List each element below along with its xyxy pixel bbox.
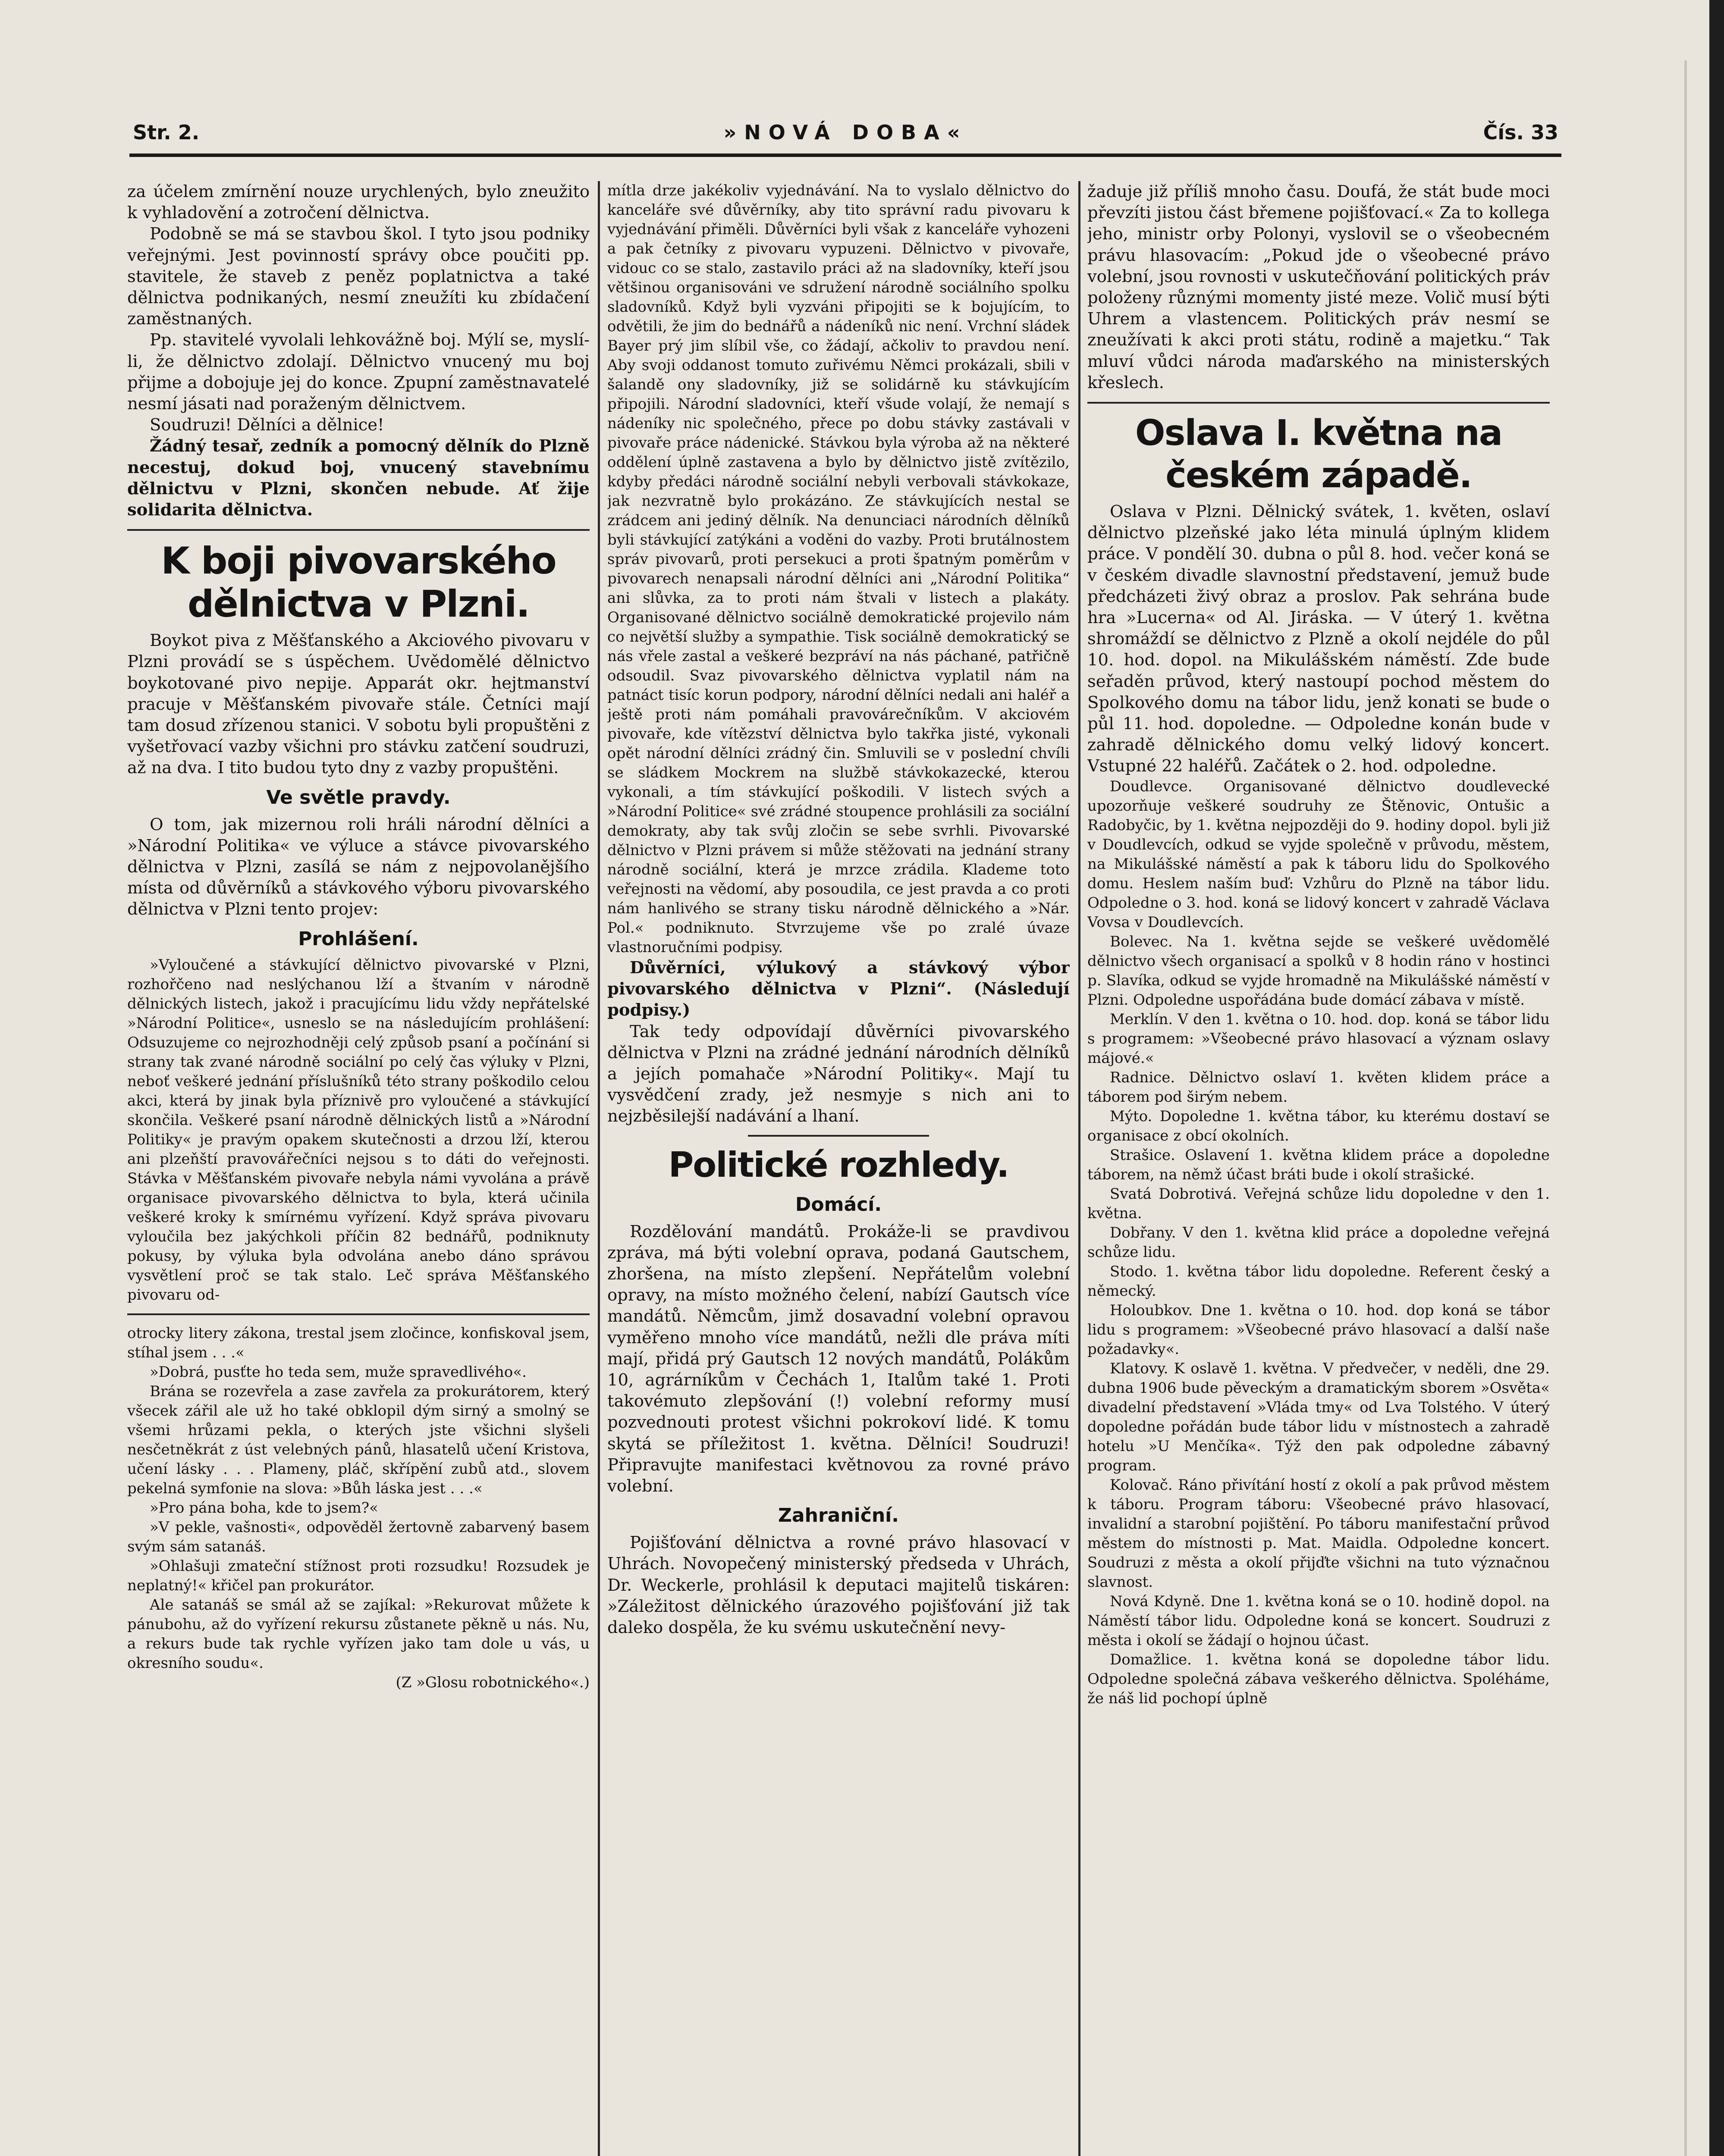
paragraph: Rozdělování mandátů. Prokáže-li se pravdivou zpráva, má býti volební oprava, podaná Gautschem, zhoršena, na místo zlepšení. Nepřátelům volební opravy, na místo možného čelení, nabízí Gautsch více mandátů. Němcům, jimž dosavadní volební opravou vyměřeno mnoho více mandátů, nežli dle práva míti mají, přidá prý Gautsch 12 nových mandátů, Polákům 10, agrárníkům v Čechách 1, Italům také 1. Proti takovémuto zlepšování (!) volební reformy musí pozvednouti protest všichni pokrokoví lidé. K tomu skytá se příležitost 1. května. Dělníci! Soudruzi! Připravujte manifestaci květnovou za rovné právo volební. <box>607 1222 1070 1496</box>
section-divider <box>127 1313 590 1315</box>
paragraph: Klatovy. K oslavě 1. května. V předvečer, v neděli, dne 29. dubna 1906 bude pěveckým a dramatickým sborem »Osvěta« divadelní představení »Vláda tmy« od Lva Tolstého. V úterý dopoledne pořádán bude tábor lidu v místnostech a zahradě hotelu »U Menčíka«. Týž den pak odpoledne zábavný program. <box>1087 1360 1550 1474</box>
paragraph: mítla drze jakékoliv vyjednávání. Na to vyslalo dělnictvo do kanceláře své důvěrníky, aby tito správní radu pivovaru k vyjednávání přiměli. Důvěrníci byli však z kanceláře vyhozeni a pak četníky z pivovaru vypuzeni. Dělnictvo v pivovaře, vidouc co se stalo, zastavilo práci až na sladovníky, kteří jsou většinou organisováni ve sdružení národně sociálního spolku sladovníků. Když byli vyzváni připojiti se k bojujícím, to odvětili, že jim do bednářů a nádeníků nic není. Vrchní sládek Bayer prý jim slíbil vše, co žádají, ačkoliv to pravdou není. Aby svoji oddanost tomuto zuřivému Němci prokázali, sbili v šalandě ony sladovníky, již se solidárně ku stávkujícím připojili. Národní sladovníci, kteří všude volají, že nemají s nádeníky nic společného, přece po dobu stávky zastávali v pivovaře práce nádenické. Stávkou byla výroba až na některé oddělení úplně zastavena a bylo by dělnictvo jistě zvítězilo, kdyby předáci národně sociální nebyli verbovali stávkokaze, jak nezvratně bylo prokázáno. Ze stávkujících nestal se zrádcem ani jediný dělník. Na denunciaci národních dělníků byli stávkující zatýkáni a voděni do vazby. Proti brutálnostem správ pivovarů, proti persekuci a proti špatným poměrům v pivovarech nenapsali národní dělníci ani „Národní Politika“ ani slůvka, za to proti nám štvali v listech a plakáty. Organisované dělnictvo sociálně demokratické projevilo nám co největší služby a sympathie. Tisk sociálně demokratický se nás vřele zastal a veškeré bezpráví na nás páchané, patřičně odsoudil. Svaz pivovarského dělnictva vyplatil nám na patnáct tisíc korun podpory, národní dělníci nedali ani haléř a ještě proti nám pomáhali pravovárečníkům. V akciovém pivovaře, kde vítězství dělnictva bylo takřka jisté, vykonali opět národní dělníci zrádný čin. Smluvili se v poslední chvíli se sládkem Mockrem na službě stávkokazecké, kterou vykonali, a tím stávkující poškodili. V listech svých a »Národní Politice« své zrádné stoupence prohlásili za sociální demokraty, aby tak svůj zločin se sebe svrhli. Pivovarské dělnictvo v Plzni právem si může stěžovati na jednání strany národně sociální, která je mrzce zrádila. Klademe toto veřejnosti na vědomí, aby posoudila, ce jest pravda a co proti nám hanlivého se strany tisku národně dělnického a »Nár. Pol.« podniknuto. Stvrzujeme vše po zralé úvaze vlastnoručními podpisy. <box>607 182 1070 956</box>
paragraph: žaduje již příliš mnoho času. Doufá, že stát bude moci převzíti jistou část břemene pojišťovací.« Za to kollega jeho, ministr orby Polonyi, vyslovil se o všeobecném právu hlasovacím: „Pokud jde o všeobecné právo volební, jsou rovnosti v uskutečňování politických práv položeny různými momenty jisté meze. Volič musí býti Uhrem a vlastencem. Politických práv nesmí se zneužívati k akci proti státu, rodině a majetku.“ Tak mluví vůdci národa maďarského na ministerských křeslech. <box>1087 182 1550 392</box>
paragraph: Holoubkov. Dne 1. května o 10. hod. dop koná se tábor lidu s programem: »Všeobecné právo hlasovací a další naše požadavky«. <box>1087 1301 1550 1358</box>
paragraph: Bolevec. Na 1. května sejde se veškeré uvědomělé dělnictvo všech organisací a spolků v 8 hodin ráno v hostinci p. Slavíka, odkud se vyjde hromadně na Mikulášské náměstí v Plzni. Odpoledne uspořádána bude domácí zábava v místě. <box>1087 933 1550 1009</box>
paragraph: Podobně se má se stavbou škol. I tyto jsou podniky veřejnými. Jest povinností správy obce poučiti pp. stavitele, že staveb z peněz poplatnictva a také dělnictva podnikaných, nesmí zneužíti ku zbídačení zaměstnaných. <box>127 224 590 329</box>
paragraph-bold: Žádný tesař, zedník a pomocný dělník do Plzně necestuj, dokud boj, vnucený stavebnímu dělnictvu v Plzni, skončen nebude. Ať žije solidarita dělnictva. <box>127 436 590 520</box>
column-1 <box>127 181 590 2156</box>
paragraph: »Vyloučené a stávkující dělnictvo pivovarské v Plzni, rozhořčeno nad neslýchanou lží a štvaním v národně dělnických listech, jakož i pracujícímu lidu vždy nepřátelské »Národní Politice«, usneslo se na následujícím prohlášení: Odsuzujeme co nejrozhodněji celý způsob psaní a počínání si strany tak zvané národně sociální po celý čas výluky v Plzni, neboť veškeré jednání příslušníků této strany poškodilo celou akci, která by jinak byla příznivě pro vyloučené a stávkující skončila. Veškeré psaní národně dělnických listů a »Národní Politiky« je pravým opakem skutečnosti a drzou lží, kterou ani plzeňští pravovářečníci nejsou s to dáti do veřejnosti. Stávka v Měšťanském pivovaře nebyla námi vyvolána a právě organisace pivovarského dělnictva to byla, která učinila veškeré kroky k smírnému vyřízení. Když správa pivovaru vyloučila bez jakýchkoli příčin 82 bednářů, podniknuty pokusy, by výluka byla odvolána anebo dáno správou vysvětlení proč se tak stalo. Leč správa Měšťanského pivovaru od- <box>127 956 590 1304</box>
paragraph: Strašice. Oslavení 1. května klidem práce a dopoledne táborem, na němž účast bráti bude i okolí strašické. <box>1087 1146 1550 1183</box>
paragraph: Brána se rozevřela a zase zavřela za prokurátorem, který všecek zářil ale už ho také obklopil dým sirný a smolný se všemi hrůzami pekla, o kterých jste všichni slyšeli nesčetněkrát z úst velebných pánů, hlasatelů učení Kristova, učení lásky . . . Plameny, pláč, skřípění zubů atd., slovem pekelná symfonie na slova: »Bůh láska jest . . .« <box>127 1382 590 1497</box>
column-2 <box>607 181 1070 2156</box>
paragraph: Svatá Dobrotivá. Veřejná schůze lidu dopoledne v den 1. května. <box>1087 1185 1550 1222</box>
paragraph: Radnice. Dělnictvo oslaví 1. květen klidem práce a táborem pod širým nebem. <box>1087 1069 1550 1106</box>
section-divider <box>1087 402 1550 404</box>
issue-number: Čís. 33 <box>1483 121 1558 144</box>
paragraph: Soudruzi! Dělníci a dělnice! <box>150 415 384 435</box>
column-rule-2 <box>1078 181 1080 2156</box>
paragraph: Stodo. 1. května tábor lidu dopoledne. Referent český a německý. <box>1087 1263 1550 1300</box>
paragraph: Dobřany. V den 1. května klid práce a dopoledne veřejná schůze lidu. <box>1087 1224 1550 1261</box>
section-divider <box>748 1135 929 1137</box>
header-rule <box>129 154 1561 157</box>
subheading: Zahraniční. <box>778 1504 899 1527</box>
paragraph: »Ohlašuji zmateční stížnost proti rozsudku! Rozsudek je neplatný!« křičel pan prokurátor. <box>127 1557 590 1594</box>
paragraph: »Pro pána boha, kde to jsem?« <box>150 1499 378 1517</box>
paragraph: O tom, jak mizernou roli hráli národní dělníci a »Národní Politika« ve výluce a stávce pivovarského dělnictva v Plzni, zasílá se nám z nejpovolanějšího místa od důvěrníků a stávkového výboru pivovarského dělnictva v Plzni tento projev: <box>127 815 590 919</box>
paragraph: Merklín. V den 1. května o 10. hod. dop. koná se tábor lidu s programem: »Všeobecné právo hlasovací a význam oslavy májové.« <box>1087 1010 1550 1067</box>
subheading: Ve světle pravdy. <box>266 786 451 808</box>
paragraph: Nová Kdyně. Dne 1. května koná se o 10. hodině dopol. na Náměstí tábor lidu. Odpoledne koná se koncert. Soudruzi z města i okolí se žádají o hojnou účast. <box>1087 1592 1550 1649</box>
section-headline: Politické rozhledy. <box>668 1144 1009 1185</box>
paragraph: otrocky litery zákona, trestal jsem zločince, konfiskoval jsem, stíhal jsem . . .« <box>127 1324 590 1361</box>
paragraph: za účelem zmírnění nouze urychlených, bylo zneužito k vyhladovění a zotročení dělnictva. <box>127 182 590 223</box>
paragraph: Oslava v Plzni. Dělnický svátek, 1. květen, oslaví dělnictvo plzeňské jako léta minulá úplným klidem práce. V pondělí 30. dubna o půl 8. hod. večer koná se v českém divadle slavnostní představení, jemuž bude předcházeti živý obraz a proslov. Pak sehrána bude hra »Lucerna« od Al. Jiráska. — V úterý 1. května shromáždí se dělnictvo z Plzně a okolí nejdéle do půl 10. hod. dopol. na Mikulášském náměstí. Zde bude seřaděn průvod, který nastoupí pochod městem do Spolkového domu na tábor lidu, jenž konati se bude o půl 11. hod. dopoledne. — Odpoledne konán bude v zahradě dělnického domu velký lidový koncert. Vstupné 22 haléřů. Začátek o 2. hod. odpoledne. <box>1087 502 1550 776</box>
paragraph: Ale satanáš se smál až se zajíkal: »Rekurovat můžete k pánubohu, až do vyřízení rekursu zůstanete pěkně u nás. Nu, a rekurs bude tak rychle vyřízen jako tam dole u vás, u okresního soudu«. <box>127 1596 590 1672</box>
subheading: Prohlášení. <box>298 928 419 950</box>
paragraph: Boykot piva z Měšťanského a Akciového pivovaru v Plzni provádí se s úspěchem. Uvědomělé dělnictvo boykotované pivo nepije. Apparát okr. hejtmanství pracuje v Měšťanském pivovaře stále. Četníci mají tam dosud zřízenou stanici. V sobotu byli propuštěni z vyšetřovací vazby všichni pro stávku zatčení soudruzi, až na dva. I tito budou tyto dny z vazby propuštěni. <box>127 631 590 778</box>
paragraph-bold: Důvěrníci, výlukový a stávkový výbor pivovarského dělnictva v Plzni“. (Následují podpisy.) <box>607 958 1070 1020</box>
paragraph: Pojišťování dělnictva a rovné právo hlasovací v Uhrách. Novopečený ministerský předseda v Uhrách, Dr. Weckerle, prohlásil k deputaci majitelů tiskáren: »Záležitost dělnického úrazového pojišťování již tak daleko dospěla, že ku svému uskutečnění nevy- <box>607 1533 1070 1638</box>
page-header <box>133 121 1558 151</box>
scan-border <box>1709 0 1724 2156</box>
paragraph: »V pekle, vašnosti«, odpověděl žertovně zabarvený basem svým sám satanáš. <box>127 1518 590 1555</box>
page-fold-shadow <box>1684 60 1687 2156</box>
paragraph: Doudlevce. Organisované dělnictvo doudlevecké upozorňuje veškeré soudruhy ze Štěnovic, Ontušic a Radobyčic, by 1. května nejpozději do 9. hodiny dopol. byli již v Doudlevcích, odkud se vyjde společně v průvodu, městem, na Mikulášské náměstí a pak k táboru lidu do Spolkového domu. Heslem naším buď: Vzhůru do Plzně na tábor lidu. Odpoledne o 3. hod. koná se lidový koncert v zahradě Václava Vovsa v Doudlevcích. <box>1087 777 1550 931</box>
source-credit: (Z »Glosu robotnického«.) <box>396 1673 590 1691</box>
page-number: Str. 2. <box>133 121 200 144</box>
paragraph: Pp. stavitelé vyvolali lehkovážně boj. Mýlí se, myslí-li, že dělnictvo zdolají. Dělnictvo vnucený mu boj přijme a dobojuje jej do konce. Zpupní zaměstnavatelé nesmí jásati nad poraženým dělnictvem. <box>127 330 590 414</box>
section-divider <box>127 529 590 531</box>
paragraph: Kolovač. Ráno přivítání hostí z okolí a pak průvod městem k táboru. Program táboru: Všeobecné právo hlasovací, invalidní a starobní pojištění. Po táboru manifestační průvod městem do místnosti p. Mat. Maidla. Odpoledne koncert. Soudruzi z města a okolí přijďte všichni na tuto význačnou slavnost. <box>1087 1476 1550 1591</box>
newspaper-title: »NOVÁ DOBA« <box>723 121 968 144</box>
paragraph: Tak tedy odpovídají důvěrníci pivovarského dělnictva v Plzni na zrádné jednání národních dělníků a jejích pomahače »Národní Politiky«. Mají tu vysvědčení zrady, jež nesmyje s nich ani to nejzběsilejší nadávání a lhaní. <box>607 1022 1070 1126</box>
article-headline: Oslava I. května na českém západě. <box>1135 413 1502 496</box>
column-3 <box>1087 181 1550 2156</box>
paragraph: »Dobrá, pusťte ho teda sem, muže spravedlivého«. <box>150 1363 527 1381</box>
paragraph: Mýto. Dopoledne 1. května tábor, ku kterému dostaví se organisace z obcí okolních. <box>1087 1107 1550 1144</box>
paragraph: Domažlice. 1. května koná se dopoledne tábor lidu. Odpoledne společná zábava veškerého dělnictva. Spoléháme, že náš lid pochopí úplně <box>1087 1651 1550 1707</box>
column-rule-1 <box>598 181 600 2156</box>
subheading: Domácí. <box>795 1193 882 1216</box>
article-headline: K boji pivovarského dělnictva v Plzni. <box>161 539 556 626</box>
